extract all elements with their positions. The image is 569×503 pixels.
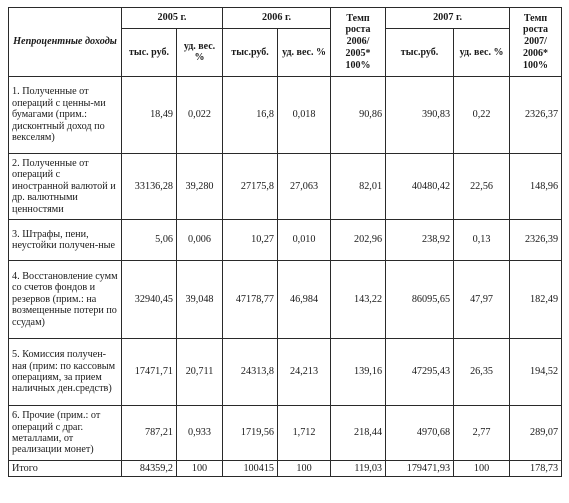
- share-2005-cell: 39,048: [177, 261, 223, 339]
- row-label: 4. Восстановление сумм со счетов фондов и резервов (прим.: на возмещенные потери по ссудам): [9, 261, 122, 339]
- amount-2007-cell: 86095,65: [386, 261, 454, 339]
- amount-2005-cell: 787,21: [122, 406, 177, 461]
- total-row: [9, 461, 562, 477]
- amount-2007-cell: 47295,43: [386, 339, 454, 406]
- amount-2005-cell: 33136,28: [122, 154, 177, 220]
- table-row: [9, 77, 562, 154]
- share-2006-cell: 0,018: [278, 77, 331, 154]
- non-interest-income-table: [8, 7, 562, 477]
- row-label: 1. Полученные от операций с ценны-ми бумагами (прим.: дисконтный доход по векселям): [9, 77, 122, 154]
- share-2005-header: уд. вес. %: [177, 28, 223, 76]
- row-label: 6. Прочие (прим.: от операций с драг. металлами, от реализации монет): [9, 406, 122, 461]
- growth-2006-cell: 218,44: [331, 406, 386, 461]
- growth-2006-cell: 139,16: [331, 339, 386, 406]
- growth-2007-cell: 194,52: [510, 339, 562, 406]
- header-row-years: [9, 8, 562, 29]
- share-2006-cell: 24,213: [278, 339, 331, 406]
- amount-2007-cell: 4970,68: [386, 406, 454, 461]
- growth-2006-header: Темп роста 2006/ 2005* 100%: [331, 8, 386, 77]
- growth-2007-cell: 2326,37: [510, 77, 562, 154]
- total-growth-2007-cell: 178,73: [510, 461, 562, 477]
- table-row: [9, 261, 562, 339]
- share-2005-cell: 0,006: [177, 220, 223, 261]
- total-share-2007-cell: 100: [454, 461, 510, 477]
- growth-2006-cell: 90,86: [331, 77, 386, 154]
- total-share-2006-cell: 100: [278, 461, 331, 477]
- amount-2007-cell: 40480,42: [386, 154, 454, 220]
- table-row: [9, 339, 562, 406]
- amount-2005-cell: 18,49: [122, 77, 177, 154]
- share-2006-header: уд. вес. %: [278, 28, 331, 76]
- share-2007-header: уд. вес. %: [454, 28, 510, 76]
- share-2007-cell: 26,35: [454, 339, 510, 406]
- growth-2007-cell: 2326,39: [510, 220, 562, 261]
- total-growth-2006-cell: 119,03: [331, 461, 386, 477]
- amount-2007-cell: 390,83: [386, 77, 454, 154]
- total-amount-2006-cell: 100415: [223, 461, 278, 477]
- table-row: [9, 154, 562, 220]
- amount-2006-cell: 1719,56: [223, 406, 278, 461]
- row-label: 3. Штрафы, пени, неустойки получен-ные: [9, 220, 122, 261]
- year-2007-header: 2007 г.: [386, 8, 510, 29]
- share-2007-cell: 2,77: [454, 406, 510, 461]
- row-label: 5. Комиссия получен-ная (прим: по кассовым операциям, за прием наличных ден.средств): [9, 339, 122, 406]
- total-share-2005-cell: 100: [177, 461, 223, 477]
- amount-2006-cell: 47178,77: [223, 261, 278, 339]
- row-label-header: Непроцентные доходы: [9, 8, 122, 77]
- growth-2007-cell: 289,07: [510, 406, 562, 461]
- amount-2006-cell: 16,8: [223, 77, 278, 154]
- total-label: Итого: [9, 461, 122, 477]
- total-amount-2007-cell: 179471,93: [386, 461, 454, 477]
- amount-2006-header: тыс.руб.: [223, 28, 278, 76]
- growth-2007-cell: 182,49: [510, 261, 562, 339]
- growth-2006-cell: 82,01: [331, 154, 386, 220]
- amount-2005-cell: 32940,45: [122, 261, 177, 339]
- share-2006-cell: 27,063: [278, 154, 331, 220]
- amount-2005-cell: 5,06: [122, 220, 177, 261]
- amount-2007-cell: 238,92: [386, 220, 454, 261]
- share-2005-cell: 0,933: [177, 406, 223, 461]
- table-row: [9, 406, 562, 461]
- share-2005-cell: 39,280: [177, 154, 223, 220]
- amount-2006-cell: 27175,8: [223, 154, 278, 220]
- growth-2006-cell: 202,96: [331, 220, 386, 261]
- share-2007-cell: 0,22: [454, 77, 510, 154]
- share-2005-cell: 20,711: [177, 339, 223, 406]
- row-label: 2. Полученные от операций с иностранной валютой и др. валютными ценностями: [9, 154, 122, 220]
- share-2006-cell: 46,984: [278, 261, 331, 339]
- amount-2005-header: тыс. руб.: [122, 28, 177, 76]
- share-2006-cell: 1,712: [278, 406, 331, 461]
- share-2007-cell: 47,97: [454, 261, 510, 339]
- share-2007-cell: 0,13: [454, 220, 510, 261]
- year-2006-header: 2006 г.: [223, 8, 331, 29]
- share-2006-cell: 0,010: [278, 220, 331, 261]
- amount-2006-cell: 24313,8: [223, 339, 278, 406]
- total-amount-2005-cell: 84359,2: [122, 461, 177, 477]
- growth-2007-cell: 148,96: [510, 154, 562, 220]
- share-2005-cell: 0,022: [177, 77, 223, 154]
- amount-2007-header: тыс.руб.: [386, 28, 454, 76]
- year-2005-header: 2005 г.: [122, 8, 223, 29]
- growth-2007-header: Темп роста 2007/ 2006* 100%: [510, 8, 562, 77]
- amount-2005-cell: 17471,71: [122, 339, 177, 406]
- share-2007-cell: 22,56: [454, 154, 510, 220]
- table-row: [9, 220, 562, 261]
- growth-2006-cell: 143,22: [331, 261, 386, 339]
- amount-2006-cell: 10,27: [223, 220, 278, 261]
